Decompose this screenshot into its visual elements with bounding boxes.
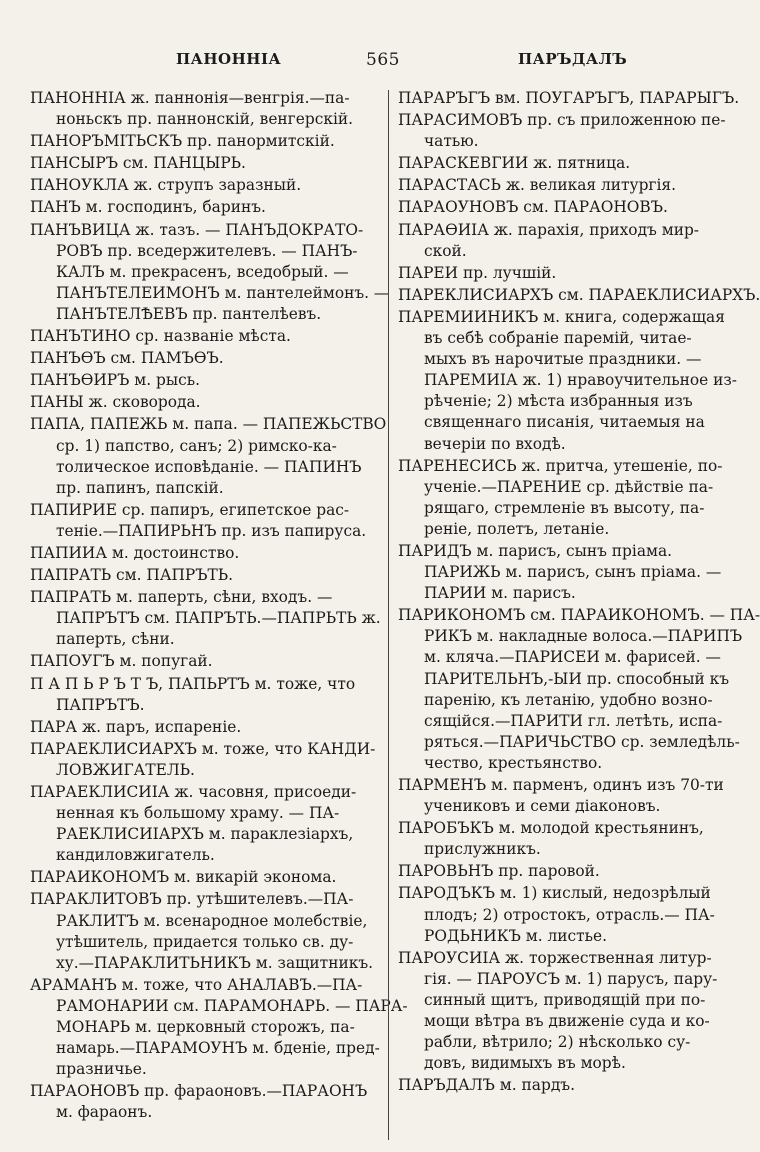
entry-line: ПАРЕМИІА ж. 1) нравоучительное из- bbox=[424, 371, 737, 390]
entry-line: ПАРИТЕЛЬНЪ,-ЫИ пр. способный къ bbox=[424, 669, 730, 688]
entry-line: сящійся.—ПАРИТИ гл. летѣть, испа- bbox=[424, 711, 723, 730]
page-header bbox=[28, 50, 718, 78]
entry-line: ПАРЕМИИНИКЪ м. книга, содержащая bbox=[398, 307, 725, 326]
entry-line: намарь.—ПАРАМОУНЪ м. бденіе, пред- bbox=[56, 1039, 380, 1058]
entry-line: чатью. bbox=[424, 132, 479, 151]
entry-line: ПАПИРИЕ ср. папиръ, египетское рас- bbox=[30, 500, 350, 519]
dictionary-entry bbox=[398, 110, 726, 152]
entry-line: ПАРАЕКЛИСИАРХЪ м. тоже, что КАНДИ- bbox=[30, 739, 376, 758]
entry-line: мощи вѣтра въ движеніе суда и ко- bbox=[424, 1012, 710, 1031]
entry-line: ПАНЫ ж. сковорода. bbox=[30, 393, 201, 412]
entry-line: ПАРАКЛИТОВЪ пр. утѣшителевъ.—ПА- bbox=[30, 890, 354, 909]
entry-line: ПАРЕНЕСИСЬ ж. притча, утешеніе, по- bbox=[398, 456, 723, 475]
dictionary-entry bbox=[30, 1081, 382, 1123]
dictionary-entry bbox=[30, 392, 382, 413]
entry-line: ПАРАИКОНОМЪ м. викарій эконома. bbox=[30, 868, 337, 887]
entry-line: ху.—ПАРАКЛИТЬНИКЪ м. защитникъ. bbox=[56, 953, 374, 972]
entry-line: ПАРОУСИІА ж. торжественная литур- bbox=[398, 948, 712, 967]
entry-line: синный щитъ, приводящій при по- bbox=[424, 990, 706, 1009]
dictionary-entry bbox=[30, 175, 382, 196]
entry-line: ПАРАѲИІА ж. парахія, приходъ мир- bbox=[398, 220, 700, 239]
entry-line: пр. папинъ, папскій. bbox=[56, 478, 224, 497]
entry-line: ПАРЕКЛИСИАРХЪ см. ПАРАЕКЛИСИАРХЪ. bbox=[398, 285, 760, 304]
dictionary-entry bbox=[30, 326, 382, 347]
entry-line: празничье. bbox=[56, 1060, 147, 1079]
dictionary-entry bbox=[30, 565, 382, 586]
entry-line: ПАПРЪТЪ. bbox=[56, 695, 145, 714]
right-column bbox=[398, 88, 760, 1097]
entry-line: ПАНОРЪМІТЬСКЪ пр. панормитскій. bbox=[30, 132, 335, 151]
entry-line: вечеріи по входѣ. bbox=[424, 434, 566, 453]
entry-line: реніе, полетъ, летаніе. bbox=[424, 519, 610, 538]
entry-line: паперть, сѣни. bbox=[56, 630, 175, 649]
dictionary-entry bbox=[30, 88, 382, 130]
dictionary-entry bbox=[398, 88, 740, 109]
dictionary-entry bbox=[398, 1075, 722, 1096]
entry-line: ПАРИИ м. парисъ. bbox=[424, 584, 576, 603]
entry-line: ПАНЪѲЪ см. ПАМЪѲЪ. bbox=[30, 349, 224, 368]
dictionary-entry bbox=[398, 456, 722, 540]
dictionary-entry bbox=[30, 543, 382, 564]
running-head-left: ПАНОННІА bbox=[176, 50, 282, 68]
entry-line: рабли, вѣтрило; 2) нѣсколько су- bbox=[424, 1033, 691, 1052]
entry-line: ПАРАОНОВЪ пр. фараоновъ.—ПАРАОНЪ bbox=[30, 1082, 368, 1101]
entry-line: ПАНЪТИНО ср. названіе мѣста. bbox=[30, 327, 291, 346]
entry-line: ненная къ большому храму. — ПА- bbox=[56, 804, 340, 823]
dictionary-entry bbox=[30, 889, 382, 973]
dictionary-entry bbox=[398, 818, 722, 860]
entry-line: ПАПРЪТЪ см. ПАПРЪТЬ.—ПАПРЬТЬ ж. bbox=[56, 609, 381, 628]
entry-line: ПАНЪ м. господинъ, баринъ. bbox=[30, 198, 266, 217]
entry-line: довъ, видимыхъ въ морѣ. bbox=[424, 1054, 626, 1073]
entry-line: ПАНЪВИЦА ж. тазъ. — ПАНЪДОКРАТО- bbox=[30, 220, 364, 239]
dictionary-entry bbox=[398, 861, 722, 882]
entry-line: РОДЬНИКЪ м. листье. bbox=[424, 926, 608, 945]
entry-line: МОНАРЬ м. церковный сторожъ, па- bbox=[56, 1018, 355, 1037]
dictionary-entry bbox=[30, 651, 382, 672]
dictionary-entry bbox=[30, 867, 382, 888]
entry-line: П А П Ь Р Ъ Т Ъ, ПАПЬРТЪ м. тоже, что bbox=[30, 674, 356, 693]
dictionary-entry bbox=[398, 883, 722, 946]
dictionary-entry bbox=[30, 782, 382, 866]
column-divider bbox=[388, 90, 389, 1140]
entry-line: ПАНОННІА ж. паннонія—венгрія.—па- bbox=[30, 89, 350, 107]
entry-line: учениковъ и семи діаконовъ. bbox=[424, 797, 661, 816]
entry-line: ПАРИДЪ м. парисъ, сынъ пріама. bbox=[398, 541, 673, 560]
entry-line: ской. bbox=[424, 241, 467, 260]
entry-line: толическое исповѣданіе. — ПАПИНЪ bbox=[56, 457, 362, 476]
entry-line: ПАРОДЪКЪ м. 1) кислый, недозрѣлый bbox=[398, 884, 711, 903]
entry-line: ряться.—ПАРИЧЬСТВО ср. земледѣль- bbox=[424, 732, 740, 751]
entry-line: плодъ; 2) отростокъ, отрасль.— ПА- bbox=[424, 905, 715, 924]
entry-line: ПАНСЫРЪ см. ПАНЦЫРЬ. bbox=[30, 154, 246, 173]
entry-line: м. кляча.—ПАРИСЕИ м. фарисей. — bbox=[424, 648, 721, 667]
dictionary-entry bbox=[398, 175, 722, 196]
entry-line: ПАНОУКЛА ж. струпъ заразный. bbox=[30, 176, 302, 195]
entry-line: ПАРИЖЬ м. парисъ, сынъ пріама. — bbox=[424, 563, 722, 582]
entry-line: прислужникъ. bbox=[424, 840, 541, 859]
entry-line: ПАРАСКЕВГИИ ж. пятница. bbox=[398, 154, 631, 173]
entry-line: гія. — ПАРОУСЪ м. 1) парусъ, пару- bbox=[424, 969, 718, 988]
entry-line: ПАРОБЪКЪ м. молодой крестьянинъ, bbox=[398, 819, 704, 838]
entry-line: АРАМАНЪ м. тоже, что АНАЛАВЪ.—ПА- bbox=[30, 975, 363, 994]
entry-line: ПАРАРЪГЪ вм. ПОУГАРЪГЪ, ПАРАРЫГЪ. bbox=[398, 89, 740, 107]
dictionary-entry bbox=[398, 220, 722, 262]
dictionary-entry bbox=[398, 948, 722, 1075]
entry-line: чество, крестьянство. bbox=[424, 753, 603, 772]
entry-line: ПАРИКОНОМЪ см. ПАРАИКОНОМЪ. — ПА- bbox=[398, 606, 760, 625]
running-head-right: ПАРЪДАЛЪ bbox=[518, 50, 628, 68]
entry-line: въ себѣ собраніе паремій, читае- bbox=[424, 329, 692, 348]
dictionary-entry bbox=[30, 153, 382, 174]
entry-line: ср. 1) папство, санъ; 2) римско-ка- bbox=[56, 436, 337, 455]
entry-line: ПАНЪѲИРЪ м. рысь. bbox=[30, 371, 200, 390]
entry-line: священнаго писанія, читаемыя на bbox=[424, 413, 705, 432]
page-number: 565 bbox=[366, 50, 400, 70]
entry-line: ноньскъ пр. паннонскій, венгерскій. bbox=[56, 110, 354, 129]
entry-line: КАЛЪ м. прекрасенъ, вседобрый. — bbox=[56, 262, 349, 281]
dictionary-entry bbox=[398, 307, 737, 455]
dictionary-entry bbox=[30, 197, 382, 218]
entry-line: РИКЪ м. накладные волоса.—ПАРИПЪ bbox=[424, 627, 743, 646]
entry-line: паренію, къ летанію, удобно возно- bbox=[424, 690, 713, 709]
dictionary-entry bbox=[30, 500, 382, 542]
entry-line: теніе.—ПАПИРЬНЪ пр. изъ папируса. bbox=[56, 521, 367, 540]
entry-line: ПАРАОУНОВЪ см. ПАРАОНОВЪ. bbox=[398, 198, 668, 217]
entry-line: ПАПРАТЬ м. паперть, сѣни, входъ. — bbox=[30, 588, 333, 607]
dictionary-entry bbox=[398, 541, 722, 604]
entry-line: утѣшитель, придается только св. ду- bbox=[56, 932, 354, 951]
dictionary-entry bbox=[30, 739, 382, 781]
entry-line: ученіе.—ПАРЕНИЕ ср. дѣйствіе па- bbox=[424, 477, 714, 496]
entry-line: ПАРОВЬНЪ пр. паровой. bbox=[398, 862, 600, 881]
entry-line: ПАНЪТЕЛѢЕВЪ пр. пантелѣевъ. bbox=[56, 304, 322, 323]
dictionary-entry bbox=[398, 263, 722, 284]
entry-line: ПАРЪДАЛЪ м. пардъ. bbox=[398, 1076, 575, 1095]
entry-line: кандиловжигатель. bbox=[56, 846, 215, 865]
entry-line: ПАПРАТЬ см. ПАПРЪТЬ. bbox=[30, 566, 234, 585]
entry-line: ПАРМЕНЪ м. парменъ, одинъ изъ 70-ти bbox=[398, 776, 724, 794]
entry-line: мыхъ въ нарочитые праздники. — bbox=[424, 350, 702, 369]
entry-line: рящаго, стремленіе въ высоту, па- bbox=[424, 498, 705, 517]
entry-line: ПАРАСИМОВЪ пр. съ приложенною пе- bbox=[398, 111, 726, 130]
dictionary-entry bbox=[398, 605, 760, 774]
dictionary-entry bbox=[398, 197, 722, 218]
dictionary-entry bbox=[30, 717, 382, 738]
dictionary-entry bbox=[398, 775, 722, 817]
entry-line: ПАПА, ПАПЕЖЬ м. папа. — ПАПЕЖЬСТВО bbox=[30, 415, 387, 434]
entry-line: РАМОНАРИИ см. ПАРАМОНАРЬ. — ПАРА- bbox=[56, 996, 408, 1015]
entry-line: рѣченіе; 2) мѣста избранныя изъ bbox=[424, 392, 693, 411]
entry-line: ПАРЕИ пр. лучшій. bbox=[398, 263, 557, 282]
entry-line: ПАПИИА м. достоинство. bbox=[30, 543, 240, 562]
dictionary-entry bbox=[30, 220, 390, 325]
dictionary-entry bbox=[398, 153, 722, 174]
dictionary-entry bbox=[30, 674, 382, 716]
dictionary-entry bbox=[30, 131, 382, 152]
left-column bbox=[30, 88, 408, 1125]
entry-line: ЛОВЖИГАТЕЛЬ. bbox=[56, 760, 195, 779]
entry-line: РАЕКЛИСИІАРХЪ м. параклезіархъ, bbox=[56, 825, 354, 844]
dictionary-entry bbox=[30, 414, 387, 498]
entry-line: РАКЛИТЪ м. всенародное молебствіе, bbox=[56, 911, 368, 930]
entry-line: ПАРАСТАСЬ ж. великая литургія. bbox=[398, 176, 677, 195]
entry-line: ПАНЪТЕЛЕИМОНЪ м. пантелеймонъ. — bbox=[56, 283, 390, 302]
dictionary-entry bbox=[30, 348, 382, 369]
dictionary-entry bbox=[30, 975, 408, 1080]
entry-line: м. фараонъ. bbox=[56, 1103, 153, 1122]
entry-line: РОВЪ пр. вседержителевъ. — ПАНЪ- bbox=[56, 241, 358, 260]
dictionary-entry bbox=[398, 285, 760, 306]
dictionary-entry bbox=[30, 370, 382, 391]
entry-line: ПАПОУГЪ м. попугай. bbox=[30, 652, 213, 671]
dictionary-entry bbox=[30, 587, 382, 650]
entry-line: ПАРАЕКЛИСИІА ж. часовня, присоеди- bbox=[30, 783, 357, 801]
entry-line: ПАРА ж. паръ, испареніе. bbox=[30, 717, 242, 736]
